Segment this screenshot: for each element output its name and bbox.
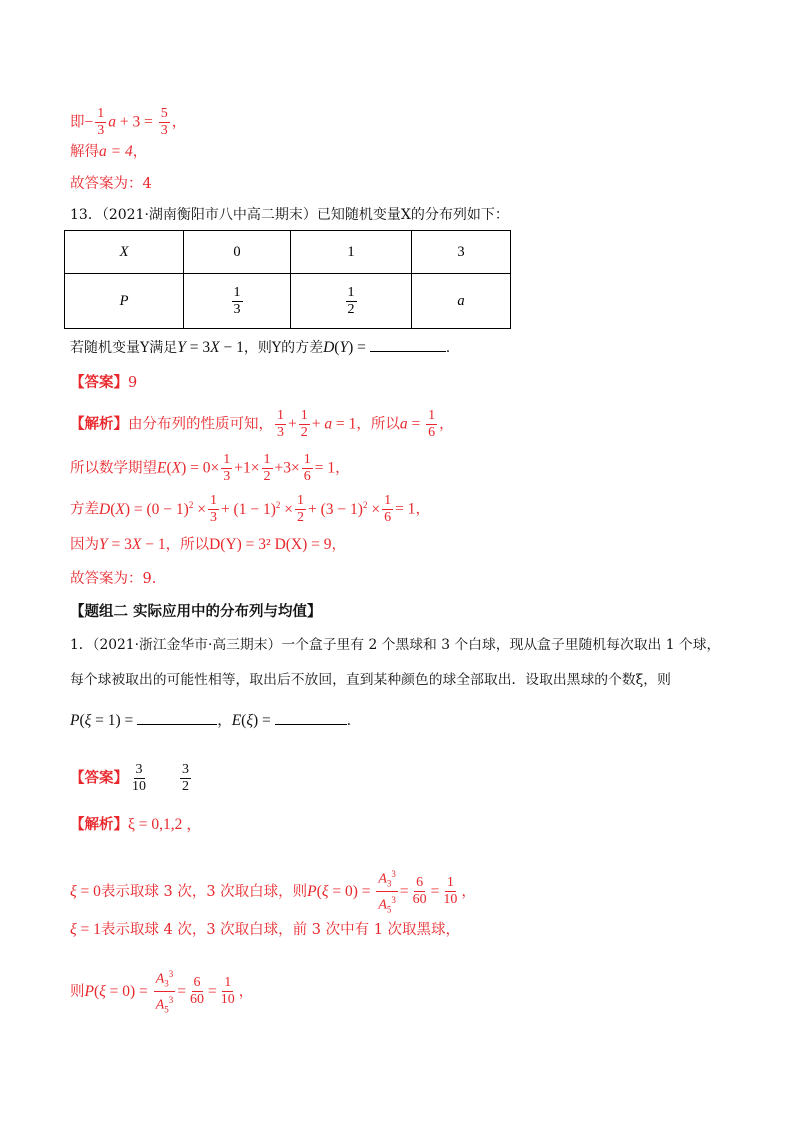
fraction-3-2: $\frac{3}{2}$ <box>182 762 189 794</box>
fraction-3-10: $\frac{3}{10}$ <box>132 762 146 794</box>
math-dy: D(Y) = <box>323 339 370 356</box>
analysis-tag: 【解析】 <box>70 415 128 433</box>
answer-blank <box>370 351 446 352</box>
analysis-1-xi1: ξ = 1表示取球 4 次，3 次取白球，前 3 次中有 1 次取黑球， <box>70 921 461 938</box>
question-13-stem: 13．（2021·湖南衡阳市八中高二期末）已知随机变量X的分布列如下： <box>70 207 509 223</box>
math-e-xi: E(ξ) = <box>231 712 275 729</box>
because-mid: ，所以 <box>165 537 210 553</box>
xi0-text: 表示取球 3 次，3 次取白球，则 <box>100 883 308 900</box>
table-cell-p-0: $\frac{1}{3}$ <box>184 274 291 329</box>
fraction-one-third: $\frac{1}{3}$ <box>97 106 105 138</box>
variance-prefix: 方差 <box>70 501 99 518</box>
condition-suffix: . <box>445 340 451 356</box>
analysis-13-because: 因为Y = 3X − 1，所以D(Y) = 3² D(X) = 9， <box>70 536 347 553</box>
analysis-1-line-1 <box>70 815 202 835</box>
question-1-line-1: 1．（2021·浙江金华市·高三期末）一个盒子里有 2 个黑球和 3 个白球，现从盒子里随机每次取出 1 个球， <box>70 637 721 653</box>
analysis-13-expectation: 所以数学期望E(X) = 0× $\frac{1}{3}$ +1× $\frac{1}{2}$ +3× $\frac{1}{6}$ = 1， <box>70 452 350 484</box>
step-line-2 <box>70 142 147 162</box>
answer-13 <box>70 373 137 393</box>
answer-1 <box>70 762 193 795</box>
math-y-eq-3x-1: Y = 3X − 1 <box>177 339 244 356</box>
condition-mid: ，则Y的方差 <box>243 340 324 356</box>
table-cell-x-1: 1 <box>291 231 412 274</box>
xi1-text: 表示取球 4 次，3 次取白球，前 3 次中有 1 次取黑球， <box>100 922 461 938</box>
answer-line-13: 故答案为：9. <box>70 571 157 587</box>
analysis-tag: 【解析】 <box>70 816 128 833</box>
because-equation: D(Y) = 3² D(X) = 9 <box>209 536 332 553</box>
math-plus-three: + 3 = <box>116 113 157 131</box>
step-prefix: 即 <box>70 114 85 131</box>
step-line-1 <box>70 106 186 139</box>
answer-tag: 【答案】 <box>70 769 128 787</box>
step-suffix: ， <box>132 144 148 160</box>
step-suffix: ， <box>171 114 187 131</box>
table-row-p <box>65 274 511 329</box>
question-13-condition <box>70 338 450 358</box>
answer-line-12: 故答案为：4 <box>70 176 152 192</box>
step-prefix: 解得 <box>70 144 99 160</box>
analysis-end: ， <box>439 416 454 433</box>
math-minus: − <box>84 113 94 131</box>
condition-prefix: 若随机变量Y满足 <box>70 340 178 356</box>
table-cell-x-3: 3 <box>412 231 511 274</box>
table-cell-p-1: $\frac{1}{2}$ <box>291 274 412 329</box>
analysis-1-xi0: ξ = 0表示取球 3 次，3 次取白球，则P(ξ = 0) = $\frac{A_3^3}{A_5^3}$ = $\frac{6}{60}$ = $\frac{1}{10}$ ， <box>70 866 476 918</box>
answer-blank-1 <box>137 724 217 725</box>
math-p-xi-1: P(ξ = 1) = <box>70 712 138 729</box>
section-heading-group-2: 【题组二 实际应用中的分布列与均值】 <box>70 603 322 620</box>
analysis-1-then: 则P(ξ = 0) = $\frac{A_3^3}{A_5^3}$ = $\frac{6}{60}$ = $\frac{1}{10}$ ， <box>70 966 253 1018</box>
then-prefix: 则 <box>70 983 85 1000</box>
because-prefix: 因为 <box>70 537 99 553</box>
analysis-13-variance: 方差$D(X) = (0 - 1)^2$ × $\frac{1}{3}$ + $(1 - 1)^2$ × $\frac{1}{2}$ + $(3 - 1)^2$ × $\frac{1}{6}$ = 1， <box>70 493 430 525</box>
expectation-prefix: 所以数学期望 <box>70 460 157 477</box>
table-row-x <box>65 231 511 274</box>
distribution-table <box>64 230 511 329</box>
math-a: a <box>108 113 116 131</box>
table-cell-x-0: 0 <box>184 231 291 274</box>
answer-blank-2 <box>275 724 347 725</box>
question-1-blanks: P(ξ = 1) = ，E(ξ) = ． <box>70 712 362 729</box>
fraction-five-thirds: $\frac{5}{3}$ <box>160 106 168 138</box>
analysis-13-line-1: 【解析】由分布列的性质可知， $\frac{1}{3}$ + $\frac{1}{2}$ + a = 1，所以a = $\frac{1}{6}$ ， <box>70 408 454 440</box>
answer-tag: 【答案】 <box>70 374 128 391</box>
answer-value: 9 <box>128 375 138 391</box>
table-cell-p-3: a <box>412 274 511 329</box>
analysis-text: 由分布列的性质可知， <box>128 416 273 433</box>
question-1-line-2: 每个球被取出的可能性相等，取出后不放回，直到某种颜色的球全部取出．设取出黑球的个数ξ，则 <box>70 672 671 688</box>
table-cell-p-label: P <box>65 274 184 329</box>
table-cell-x-label: X <box>65 231 184 274</box>
analysis-then: ，所以 <box>356 416 400 433</box>
math-a-equals-4: a = 4 <box>99 143 133 160</box>
analysis-text: ξ = 0,1,2 ， <box>128 816 202 833</box>
